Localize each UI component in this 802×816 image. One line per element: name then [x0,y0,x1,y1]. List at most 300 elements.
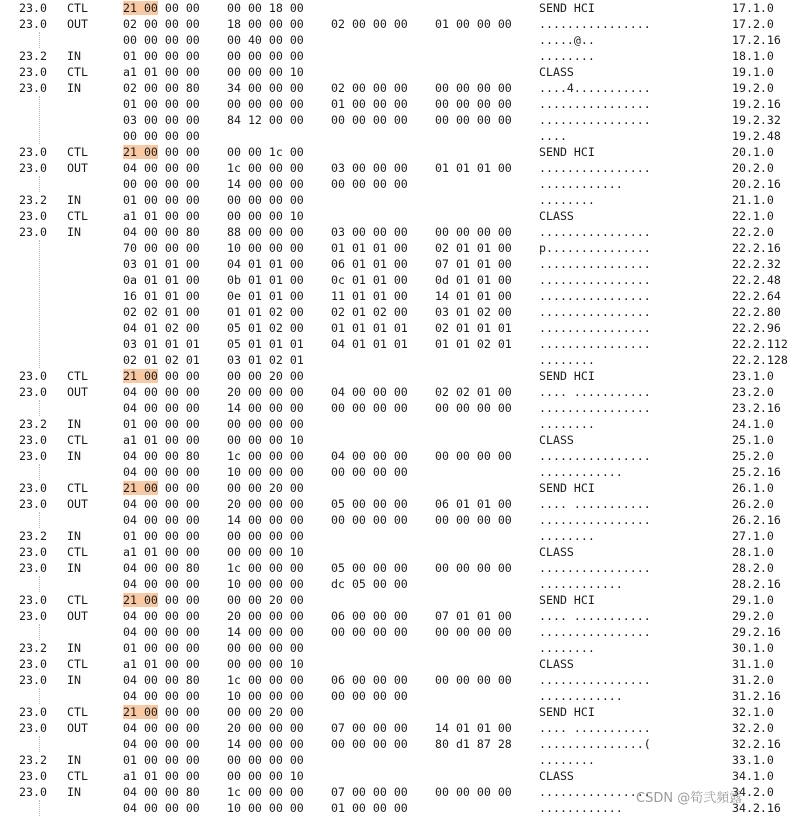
port-cell: 23.0 [19,657,47,671]
phase-cell: CTL [67,705,88,719]
hex-group: 00 00 00 00 [331,113,408,127]
seq-cell: 32.2.16 [732,737,781,751]
hex-group: 05 00 00 00 [331,561,408,575]
ascii-cell: ........ [539,529,595,543]
hex-group: 00 00 00 00 [123,33,200,47]
hex-group: 01 00 00 00 [123,529,200,543]
hex-group: 00 00 00 00 [435,449,512,463]
hex-group: 02 01 02 00 [331,305,408,319]
port-cell: 23.0 [19,225,47,239]
trace-row[interactable] [0,768,802,784]
hex-group: 01 01 01 00 [331,241,408,255]
hex-group: 34 00 00 00 [227,81,304,95]
trace-row[interactable] [0,304,802,320]
ascii-cell: SEND HCI [539,369,595,383]
hex-group: 02 00 00 00 [331,81,408,95]
phase-cell: CTL [67,545,88,559]
hex-group: 70 00 00 00 [123,241,200,255]
ascii-cell: ................ [539,225,651,239]
seq-cell: 22.1.0 [732,209,774,223]
hex-group: 00 00 20 00 [227,593,304,607]
hex-group: 01 01 02 00 [227,305,304,319]
seq-cell: 26.1.0 [732,481,774,495]
hex-group: 00 00 00 00 [435,513,512,527]
seq-cell: 32.1.0 [732,705,774,719]
ascii-cell: .... ........... [539,385,651,399]
trace-row[interactable] [0,352,802,368]
hex-group: 11 01 01 00 [331,289,408,303]
seq-cell: 19.1.0 [732,65,774,79]
hex-group: 20 00 00 00 [227,609,304,623]
ascii-cell: .....@.. [539,33,595,47]
phase-cell: IN [67,449,81,463]
hex-group: 84 12 00 00 [227,113,304,127]
seq-cell: 22.2.128 [732,353,788,367]
port-cell: 23.0 [19,497,47,511]
hex-group: a1 01 00 00 [123,769,200,783]
tree-guide-line [39,240,40,368]
hex-group: 14 01 01 00 [435,289,512,303]
trace-row[interactable] [0,192,802,208]
trace-row[interactable] [0,640,802,656]
hex-group: 02 00 00 80 [123,81,200,95]
hex-group: 14 00 00 00 [227,513,304,527]
hex-group: 04 00 00 80 [123,561,200,575]
port-cell: 23.0 [19,145,47,159]
seq-cell: 19.2.48 [732,129,781,143]
seq-cell: 20.1.0 [732,145,774,159]
seq-cell: 22.2.96 [732,321,781,335]
hex-group: 04 01 01 01 [331,337,408,351]
hex-group: 00 40 00 00 [227,33,304,47]
seq-cell: 22.2.0 [732,225,774,239]
port-cell: 23.2 [19,417,47,431]
port-cell: 23.0 [19,561,47,575]
ascii-cell: CLASS [539,657,574,671]
port-cell: 23.0 [19,721,47,735]
port-cell: 23.0 [19,785,47,799]
seq-cell: 25.2.16 [732,465,781,479]
ascii-cell: ................ [539,449,651,463]
ascii-cell: ............ [539,177,623,191]
hex-group: 04 01 01 00 [227,257,304,271]
hex-group: 04 00 00 80 [123,785,200,799]
hex-group: 00 00 00 00 [435,225,512,239]
phase-cell: IN [67,561,81,575]
ascii-cell: ................ [539,113,651,127]
trace-row[interactable] [0,448,802,464]
hex-group: 14 00 00 00 [227,177,304,191]
trace-row[interactable] [0,464,802,480]
phase-cell: CTL [67,769,88,783]
port-cell: 23.0 [19,545,47,559]
ascii-cell: ................ [539,561,651,575]
hex-group: 00 00 00 10 [227,657,304,671]
hex-group: 0a 01 01 00 [123,273,200,287]
hex-group: 07 00 00 00 [331,721,408,735]
hex-group: 04 00 00 00 [123,689,200,703]
seq-cell: 22.2.80 [732,305,781,319]
hex-group: 04 01 02 00 [123,321,200,335]
ascii-cell: ............ [539,801,623,815]
hex-group: 21 00 00 00 [123,369,200,383]
trace-row[interactable] [0,224,802,240]
highlight-bytes: 21 00 [123,145,158,159]
hex-group: 14 01 01 00 [435,721,512,735]
hex-group: 0e 01 01 00 [227,289,304,303]
ascii-cell: ................ [539,273,651,287]
ascii-cell: ................ [539,513,651,527]
ascii-cell: .... ........... [539,497,651,511]
hex-group: 00 00 00 00 [435,673,512,687]
ascii-cell: ...............( [539,737,651,751]
ascii-cell: CLASS [539,433,574,447]
tree-guide-line [39,736,40,752]
ascii-cell: ................ [539,625,651,639]
hex-group: 0b 01 01 00 [227,273,304,287]
hex-group: 0d 01 01 00 [435,273,512,287]
hex-group: 1c 00 00 00 [227,785,304,799]
trace-row[interactable] [0,176,802,192]
hex-group: 21 00 00 00 [123,593,200,607]
trace-row[interactable] [0,528,802,544]
hex-group: 00 00 00 00 [331,465,408,479]
hex-group: 00 00 00 00 [227,641,304,655]
tree-guide-line [39,800,40,816]
seq-cell: 22.2.16 [732,241,781,255]
hex-group: 16 01 01 00 [123,289,200,303]
hex-group: 00 00 00 10 [227,545,304,559]
tree-guide-line [39,624,40,640]
phase-cell: OUT [67,721,88,735]
trace-row[interactable] [0,16,802,32]
tree-guide-line [39,688,40,704]
highlight-bytes: 21 00 [123,705,158,719]
hex-group: 00 00 18 00 [227,1,304,15]
hex-group: 00 00 20 00 [227,481,304,495]
trace-row[interactable] [0,48,802,64]
trace-row[interactable] [0,0,802,16]
trace-row[interactable] [0,368,802,384]
ascii-cell: SEND HCI [539,145,595,159]
hex-group: 1c 00 00 00 [227,161,304,175]
seq-cell: 34.1.0 [732,769,774,783]
ascii-cell: p............... [539,241,651,255]
seq-cell: 34.2.0 [732,785,774,799]
port-cell: 23.2 [19,753,47,767]
ascii-cell: SEND HCI [539,705,595,719]
trace-row[interactable] [0,624,802,640]
seq-cell: 19.2.16 [732,97,781,111]
hex-group: 1c 00 00 00 [227,673,304,687]
hex-group: 01 00 00 00 [123,641,200,655]
hex-group: 01 00 00 00 [123,193,200,207]
phase-cell: CTL [67,593,88,607]
hex-group: 01 00 00 00 [123,753,200,767]
trace-row[interactable] [0,240,802,256]
hex-group: 1c 00 00 00 [227,449,304,463]
tree-guide-line [39,176,40,192]
phase-cell: IN [67,529,81,543]
seq-cell: 26.2.0 [732,497,774,511]
hex-group: 04 00 00 00 [331,385,408,399]
ascii-cell: ........ [539,353,595,367]
phase-cell: CTL [67,1,88,15]
trace-row[interactable] [0,32,802,48]
ascii-cell: ........ [539,641,595,655]
trace-row[interactable] [0,672,802,688]
hex-group: 00 00 00 00 [435,81,512,95]
hex-group: 01 00 00 00 [331,801,408,815]
hex-group: 07 01 01 00 [435,257,512,271]
trace-row[interactable] [0,384,802,400]
phase-cell: CTL [67,481,88,495]
tree-guide-line [39,576,40,592]
seq-cell: 31.2.16 [732,689,781,703]
hex-group: 10 00 00 00 [227,801,304,815]
phase-cell: IN [67,785,81,799]
hex-group: 14 00 00 00 [227,737,304,751]
trace-row[interactable] [0,752,802,768]
hex-group: 03 00 00 00 [123,113,200,127]
phase-cell: CTL [67,657,88,671]
hex-group: 03 01 01 01 [123,337,200,351]
ascii-cell: ................ [539,161,651,175]
seq-cell: 30.1.0 [732,641,774,655]
tree-guide-line [39,96,40,144]
hex-group: dc 05 00 00 [331,577,408,591]
trace-row[interactable] [0,512,802,528]
hex-group: 06 00 00 00 [331,609,408,623]
trace-row[interactable] [0,320,802,336]
seq-cell: 23.2.16 [732,401,781,415]
trace-row[interactable] [0,336,802,352]
trace-row[interactable] [0,656,802,672]
hex-group: 06 01 01 00 [435,497,512,511]
seq-cell: 25.2.0 [732,449,774,463]
ascii-cell: .... ........... [539,609,651,623]
port-cell: 23.0 [19,481,47,495]
hex-group: 06 01 01 00 [331,257,408,271]
trace-row[interactable] [0,720,802,736]
trace-row[interactable] [0,112,802,128]
hex-group: 0c 01 01 00 [331,273,408,287]
seq-cell: 17.2.16 [732,33,781,47]
port-cell: 23.0 [19,209,47,223]
hex-group: 80 d1 87 28 [435,737,512,751]
ascii-cell: ............ [539,465,623,479]
hex-group: 00 00 00 10 [227,65,304,79]
seq-cell: 31.1.0 [732,657,774,671]
seq-cell: 29.1.0 [732,593,774,607]
ascii-cell: ................ [539,305,651,319]
ascii-cell: CLASS [539,769,574,783]
phase-cell: CTL [67,65,88,79]
hex-group: 02 00 00 00 [123,17,200,31]
hex-group: 02 02 01 00 [435,385,512,399]
seq-cell: 22.2.48 [732,273,781,287]
hex-group: 00 00 00 00 [435,97,512,111]
ascii-cell: ................ [539,673,651,687]
hex-group: 00 00 00 10 [227,769,304,783]
hex-group: 04 00 00 00 [123,465,200,479]
hex-group: 00 00 00 00 [227,49,304,63]
hex-group: 04 00 00 00 [331,449,408,463]
phase-cell: OUT [67,17,88,31]
ascii-cell: ........ [539,417,595,431]
trace-row[interactable] [0,128,802,144]
hex-group: 00 00 20 00 [227,705,304,719]
ascii-cell: ................ [539,401,651,415]
hex-group: 03 01 02 00 [435,305,512,319]
hex-group: 00 00 00 00 [435,113,512,127]
hex-group: 00 00 00 10 [227,433,304,447]
seq-cell: 29.2.16 [732,625,781,639]
trace-row[interactable] [0,144,802,160]
hex-group: 07 00 00 00 [331,785,408,799]
phase-cell: IN [67,753,81,767]
trace-row[interactable] [0,288,802,304]
ascii-cell: CLASS [539,65,574,79]
trace-row[interactable] [0,416,802,432]
seq-cell: 21.1.0 [732,193,774,207]
hex-group: 00 00 00 00 [123,129,200,143]
highlight-bytes: 21 00 [123,481,158,495]
hex-group: 04 00 00 80 [123,449,200,463]
trace-row[interactable] [0,208,802,224]
trace-row[interactable] [0,432,802,448]
highlight-bytes: 21 00 [123,369,158,383]
hex-group: 00 00 1c 00 [227,145,304,159]
trace-row[interactable] [0,736,802,752]
hex-group: 00 00 00 00 [435,625,512,639]
ascii-cell: ................ [539,289,651,303]
trace-row[interactable] [0,256,802,272]
seq-cell: 19.2.32 [732,113,781,127]
seq-cell: 27.1.0 [732,529,774,543]
seq-cell: 29.2.0 [732,609,774,623]
ascii-cell: ............ [539,689,623,703]
trace-row[interactable] [0,688,802,704]
ascii-cell: ........ [539,753,595,767]
trace-row[interactable] [0,544,802,560]
hex-group: a1 01 00 00 [123,545,200,559]
trace-row[interactable] [0,560,802,576]
hex-group: 00 00 00 00 [331,401,408,415]
port-cell: 23.2 [19,49,47,63]
hex-group: 01 00 00 00 [123,49,200,63]
hex-group: 02 01 01 01 [435,321,512,335]
seq-cell: 20.2.0 [732,161,774,175]
hex-group: 01 00 00 00 [123,97,200,111]
ascii-cell: SEND HCI [539,593,595,607]
phase-cell: OUT [67,609,88,623]
phase-cell: OUT [67,497,88,511]
phase-cell: OUT [67,385,88,399]
hex-group: 04 00 00 00 [123,721,200,735]
trace-row[interactable] [0,96,802,112]
trace-row[interactable] [0,272,802,288]
hex-group: 04 00 00 00 [123,577,200,591]
hex-group: 06 00 00 00 [331,673,408,687]
hex-group: 02 01 01 00 [435,241,512,255]
hex-group: 00 00 00 00 [435,785,512,799]
hex-group: 00 00 00 00 [331,513,408,527]
port-cell: 23.0 [19,81,47,95]
hex-group: 10 00 00 00 [227,689,304,703]
hex-group: 05 01 02 00 [227,321,304,335]
trace-row[interactable] [0,480,802,496]
port-cell: 23.2 [19,641,47,655]
hex-group: 04 00 00 80 [123,673,200,687]
trace-row[interactable] [0,592,802,608]
hex-group: 01 00 00 00 [331,97,408,111]
hex-group: 00 00 00 00 [331,689,408,703]
port-cell: 23.2 [19,529,47,543]
hex-group: 10 00 00 00 [227,577,304,591]
watermark: CSDN @筍弐頻露 [636,791,743,806]
hex-group: 04 00 00 00 [123,161,200,175]
port-cell: 23.0 [19,17,47,31]
seq-cell: 26.2.16 [732,513,781,527]
trace-row[interactable] [0,64,802,80]
seq-cell: 22.2.112 [732,337,788,351]
hex-group: 04 00 00 00 [123,609,200,623]
trace-row[interactable] [0,608,802,624]
ascii-cell: ........ [539,193,595,207]
trace-row[interactable] [0,576,802,592]
phase-cell: OUT [67,161,88,175]
port-cell: 23.0 [19,65,47,79]
hex-group: 00 00 00 00 [331,177,408,191]
seq-cell: 28.2.0 [732,561,774,575]
seq-cell: 23.1.0 [732,369,774,383]
hex-group: 00 00 00 10 [227,209,304,223]
hex-group: 05 00 00 00 [331,497,408,511]
trace-row[interactable] [0,704,802,720]
hex-group: 04 00 00 00 [123,497,200,511]
ascii-cell: .... [539,129,567,143]
port-cell: 23.0 [19,609,47,623]
hex-group: 07 01 01 00 [435,609,512,623]
ascii-cell: ................ [539,17,651,31]
hex-group: 18 00 00 00 [227,17,304,31]
port-cell: 23.0 [19,593,47,607]
hex-group: 1c 00 00 00 [227,561,304,575]
hex-group: 00 00 20 00 [227,369,304,383]
trace-row[interactable] [0,496,802,512]
hex-group: 02 02 01 00 [123,305,200,319]
hex-group: a1 01 00 00 [123,65,200,79]
hex-group: a1 01 00 00 [123,209,200,223]
trace-row[interactable] [0,160,802,176]
seq-cell: 34.2.16 [732,801,781,815]
trace-row[interactable] [0,400,802,416]
ascii-cell: ................ [539,257,651,271]
hex-group: 21 00 00 00 [123,1,200,15]
port-cell: 23.0 [19,769,47,783]
hex-group: 03 00 00 00 [331,225,408,239]
ascii-cell: ................ [539,337,651,351]
tree-guide-line [39,464,40,480]
port-cell: 23.0 [19,1,47,15]
hex-group: 20 00 00 00 [227,721,304,735]
hex-group: a1 01 00 00 [123,433,200,447]
trace-row[interactable] [0,80,802,96]
hex-group: 10 00 00 00 [227,241,304,255]
hex-group: 03 01 02 01 [227,353,304,367]
phase-cell: IN [67,641,81,655]
